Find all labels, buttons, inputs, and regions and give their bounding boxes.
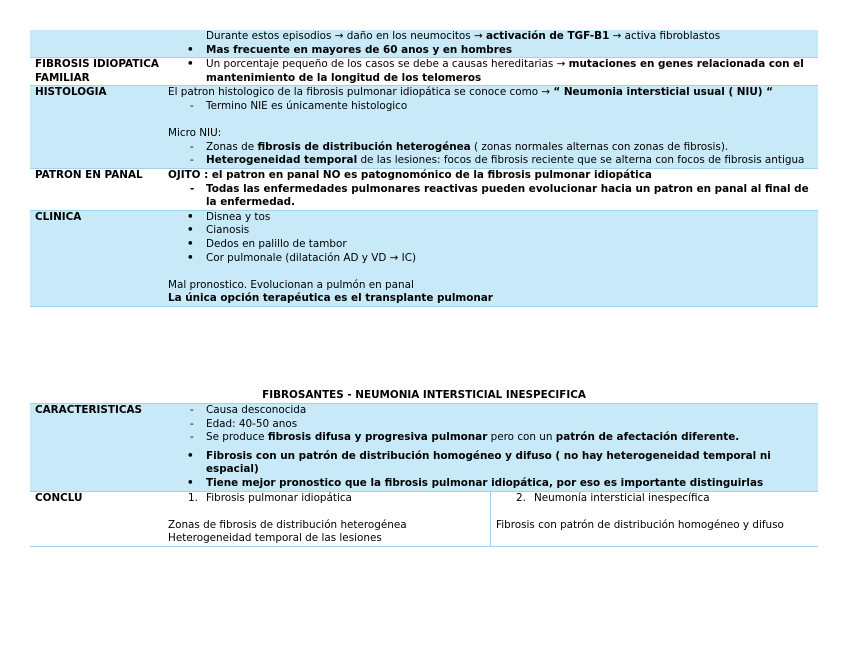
conclusion-line: Fibrosis con patrón de distribución homogéneo y difuso [496, 518, 784, 531]
conclusion-left [163, 491, 491, 546]
therapy-text: La única opción terapéutica es el transplante pulmonar [168, 292, 493, 305]
row-label: FIBROSIS IDIOPATICA FAMILIAR [30, 58, 163, 86]
nii-table [30, 403, 818, 547]
row-content [163, 30, 818, 58]
list-item: • Disnea y tos [168, 211, 814, 225]
dash-list [168, 183, 814, 210]
bullet-list [168, 211, 814, 265]
row-label: PATRON EN PANAL [30, 168, 163, 210]
micro-heading: Micro NIU: [168, 127, 222, 140]
table-row [30, 491, 818, 546]
row-label: CONCLU [30, 491, 163, 546]
bullet-list [168, 44, 814, 58]
prognosis-text: Mal pronostico. Evolucionan a pulmón en panal [168, 278, 414, 291]
list-item: - Causa desconocida [168, 404, 814, 418]
row-content [163, 58, 818, 86]
dash-list [168, 404, 814, 445]
table-row [30, 210, 818, 306]
warning-text: OJITO : el patron en panal NO es patognomónico de la fibrosis pulmonar idiopática [168, 168, 652, 181]
numbered-list [168, 492, 486, 506]
row-content [163, 210, 818, 306]
list-item: - Se produce fibrosis difusa y progresiva pulmonar pero con un patrón de afectación diferente. [168, 431, 814, 445]
table-row [30, 58, 818, 86]
list-item: • Cor pulmonale (dilatación AD y VD → IC) [168, 252, 814, 266]
bullet-list [168, 58, 814, 85]
bullet-list [168, 450, 814, 491]
table-row [30, 30, 818, 58]
row-content [163, 86, 818, 169]
dash-list [168, 100, 814, 114]
row-label: HISTOLOGIA [30, 86, 163, 169]
list-item: • Mas frecuente en mayores de 60 anos y en hombres [168, 44, 814, 58]
list-item: • Cianosis [168, 224, 814, 238]
continuation-line: Durante estos episodios → daño en los neumocitos → activación de TGF-B1 → activa fibroblastos [206, 30, 721, 42]
section-title: FIBROSANTES - NEUMONIA INTERSTICIAL INESPECIFICA [262, 389, 586, 401]
list-item: • Tiene mejor pronostico que la fibrosis pulmonar idiopática, por eso es importante distinguirlas [168, 477, 814, 491]
list-item: - Edad: 40-50 anos [168, 418, 814, 432]
row-label: CARACTERISTICAS [30, 404, 163, 492]
conclusion-right [491, 491, 819, 546]
list-item: 1. Fibrosis pulmonar idiopática [168, 492, 486, 506]
conclusion-line: Zonas de fibrosis de distribución heterogénea [168, 518, 407, 531]
row-label-empty [30, 30, 163, 58]
table-row [30, 404, 818, 492]
row-label: CLINICA [30, 210, 163, 306]
conclusion-line: Heterogeneidad temporal de las lesiones [168, 532, 382, 545]
row-content [163, 168, 818, 210]
dash-list [168, 141, 814, 168]
numbered-list [496, 492, 814, 506]
row-content [163, 404, 818, 492]
table-row [30, 86, 818, 169]
list-item: 2. Neumonía intersticial inespecífica [496, 492, 814, 506]
list-item: - Todas las enfermedades pulmonares reactivas pueden evolucionar hacia un patron en panal al final de la enfermedad. [168, 183, 814, 210]
list-item: • Un porcentaje pequeño de los casos se debe a causas hereditarias → mutaciones en genes relacionada con el mantenimiento de la longitud de los telomeros [168, 58, 814, 85]
list-item: - Termino NIE es únicamente histologico [168, 100, 814, 114]
fibrosis-table [30, 30, 818, 307]
list-item: - Zonas de fibrosis de distribución heterogénea ( zonas normales alternas con zonas de fibrosis). [168, 141, 814, 155]
list-item: • Fibrosis con un patrón de distribución homogéneo y difuso ( no hay heterogeneidad temporal ni espacial) [168, 450, 814, 477]
list-item: - Heterogeneidad temporal de las lesiones: focos de fibrosis reciente que se alterna con focos de fibrosis antigua [168, 154, 814, 168]
intro-text: El patron histologico de la fibrosis pulmonar idiopática se conoce como → “ Neumonia intersticial usual ( NIU) “ [168, 86, 773, 99]
table-row [30, 168, 818, 210]
list-item: • Dedos en palillo de tambor [168, 238, 814, 252]
